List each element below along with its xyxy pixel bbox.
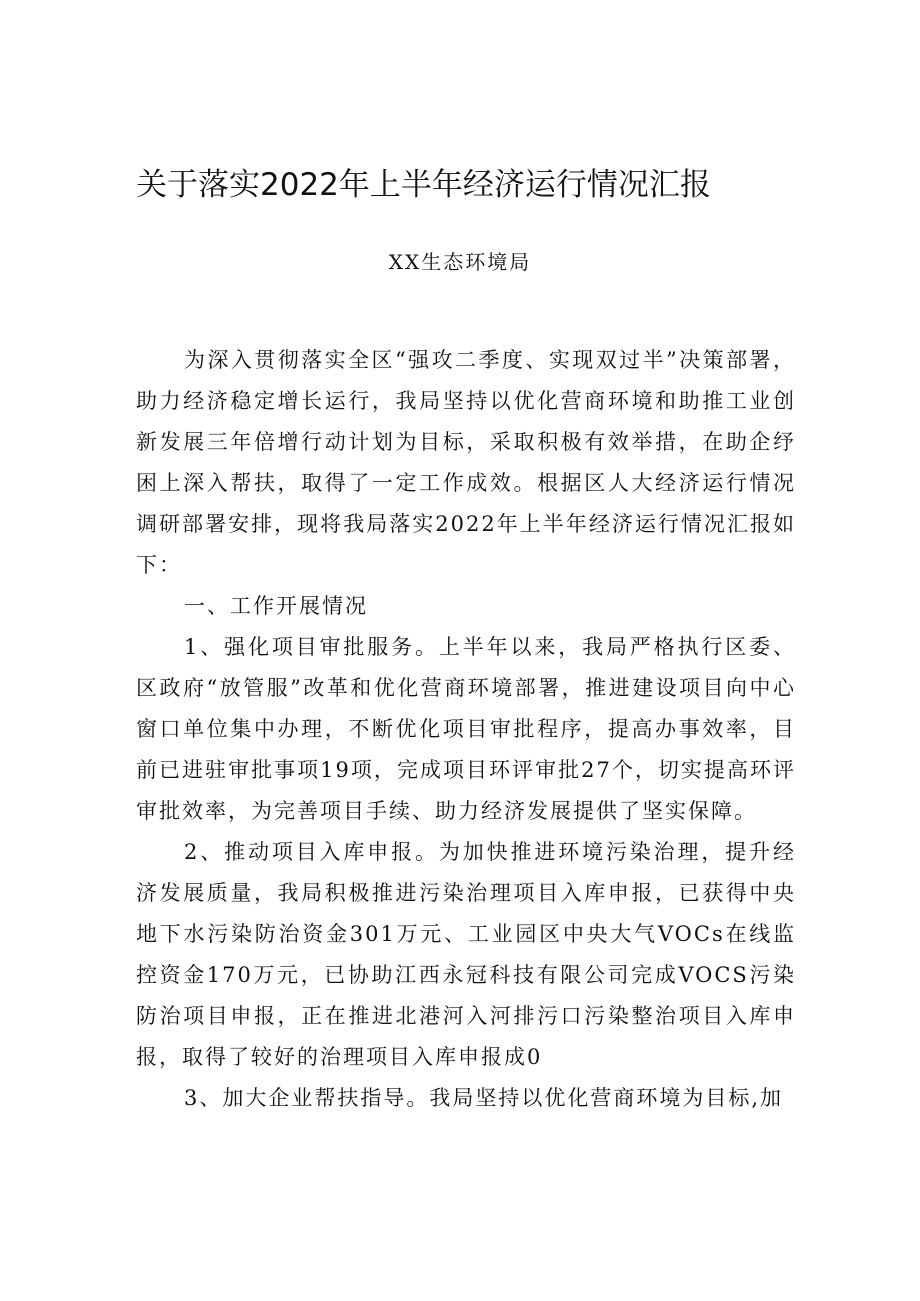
intro-paragraph: 为深入贯彻落实全区“强攻二季度、实现双过半”决策部署，助力经济稳定增长运行，我局坚持以优化营商环境和助推工业创新发展三年倍增行动计划为目标，采取积极有效举措，在助企纾困上深入帮扶，取得了一定工作成效。根据区人大经济运行情况调研部署安排，现将我局落实2022年上半年经济运行情况汇报如下： <box>136 348 796 577</box>
document-author: XX生态环境局 <box>388 250 532 274</box>
document-body <box>136 340 796 1119</box>
section-heading: 一、工作开展情况 <box>184 594 368 618</box>
item-paragraph-2: 2、推动项目入库申报。为加快推进环境污染治理，提升经济发展质量，我局积极推进污染治理项目入库申报，已获得中央地下水污染防治资金301万元、工业园区中央大气VOCs在线监控资金170万元，已协助江西永冠科技有限公司完成VOCS污染防治项目申报，正在推进北港河入河排污口污染整治项目入库申报，取得了较好的治理项目入库申报成0 <box>136 840 796 1069</box>
item-paragraph-1: 1、强化项目审批服务。上半年以来，我局严格执行区委、区政府“放管服”改革和优化营商环境部署，推进建设项目向中心窗口单位集中办理，不断优化项目审批程序，提高办事效率，目前已进驻审批事项19项，完成项目环评审批27个，切实提高环评审批效率，为完善项目手续、助力经济发展提供了坚实保障。 <box>136 635 796 823</box>
document-title: 关于落实2022年上半年经济运行情况汇报 <box>136 167 711 203</box>
item-paragraph-3: 3、加大企业帮扶指导。我局坚持以优化营商环境为目标,加 <box>184 1086 784 1110</box>
